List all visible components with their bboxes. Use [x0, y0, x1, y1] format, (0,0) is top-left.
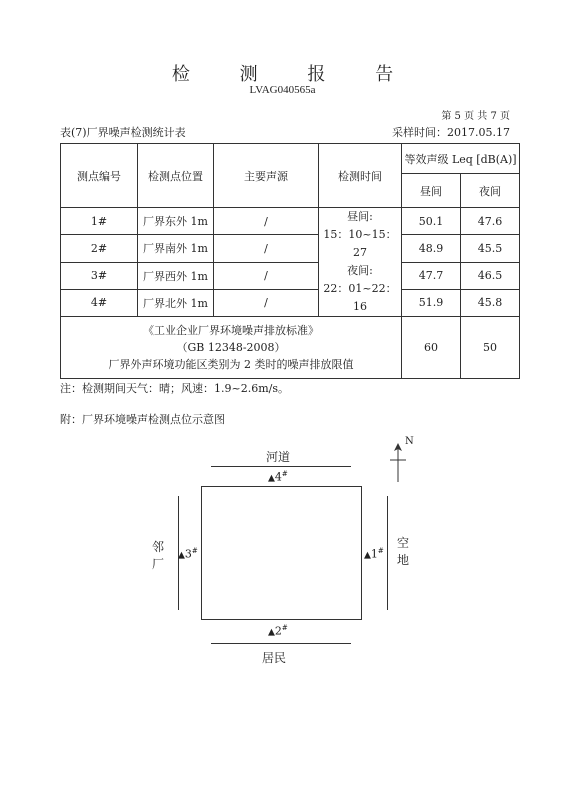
standard-line1: 《工业企业厂界环境噪声排放标准》 [143, 324, 319, 337]
report-title: 检 测 报 告 [171, 64, 416, 85]
measure-point-4 [268, 470, 288, 484]
cell-location: 厂界西外 1m [138, 262, 214, 289]
triangle-marker-icon: ▲ [268, 627, 275, 638]
cell-point-id: 1# [61, 208, 138, 235]
cell-day: 47.7 [402, 262, 461, 289]
cell-source: / [214, 262, 319, 289]
factory-boundary [201, 486, 362, 620]
standard-line3: 厂界外声环境功能区类别为 2 类时的噪声排放限值 [108, 358, 354, 371]
header-time: 检测时间 [319, 144, 402, 208]
cell-day: 48.9 [402, 235, 461, 262]
triangle-marker-icon: ▲ [364, 550, 371, 561]
cell-night: 47.6 [461, 208, 520, 235]
point-mark: # [281, 470, 288, 478]
point-label: 3 [184, 547, 192, 561]
page-info: 第 5 页 共 7 页 [441, 111, 510, 122]
measure-point-2 [268, 624, 288, 638]
cell-point-id: 4# [61, 289, 138, 316]
north-boundary-line [211, 466, 351, 467]
cell-night: 46.5 [461, 262, 520, 289]
table-row [61, 289, 520, 316]
cell-point-id: 3# [61, 262, 138, 289]
header-main-source: 主要声源 [214, 144, 319, 208]
east-side-label: 空地 [396, 536, 409, 567]
weather-note: 注：检测期间天气：晴；风速：1.9~2.6m/s。 [60, 382, 289, 395]
cell-day: 51.9 [402, 289, 461, 316]
measure-point-1 [364, 547, 384, 561]
north-label: N [405, 436, 414, 447]
east-boundary-line [387, 496, 388, 610]
header-point-id: 测点编号 [61, 144, 138, 208]
cell-source: / [214, 235, 319, 262]
report-code: LVAG040565a [249, 84, 316, 96]
header-night: 夜间 [461, 174, 520, 208]
point-label: 2 [274, 624, 282, 638]
cell-location: 厂界东外 1m [138, 208, 214, 235]
noise-stats-table [60, 143, 520, 379]
south-boundary-line [211, 643, 351, 644]
cell-time [319, 208, 402, 317]
cell-location: 厂界北外 1m [138, 289, 214, 316]
sampling-time: 采样时间：2017.05.17 [392, 126, 510, 139]
time-night-label: 夜间: [347, 264, 373, 277]
cell-night: 45.8 [461, 289, 520, 316]
table-row [61, 262, 520, 289]
point-label: 1 [370, 547, 378, 561]
cell-point-id: 2# [61, 235, 138, 262]
measure-point-3 [178, 547, 198, 561]
table-row [61, 208, 520, 235]
header-day: 昼间 [402, 174, 461, 208]
standard-text [61, 317, 402, 379]
standard-row [61, 317, 520, 379]
cell-source: / [214, 289, 319, 316]
point-mark: # [377, 547, 384, 555]
west-side-label: 邻厂 [151, 540, 164, 571]
standard-line2: （GB 12348-2008） [176, 341, 286, 354]
triangle-marker-icon: ▲ [268, 473, 275, 484]
cell-location: 厂界南外 1m [138, 235, 214, 262]
header-leq: 等效声级 Leq [dB(A)] [402, 144, 520, 174]
table-header-row [61, 144, 520, 174]
annex-title: 附：厂界环境噪声检测点位示意图 [60, 413, 225, 426]
south-side-label: 居民 [262, 651, 287, 665]
time-day-label: 昼间: [347, 210, 373, 223]
standard-day-limit: 60 [402, 317, 461, 379]
cell-source: / [214, 208, 319, 235]
north-side-label: 河道 [266, 450, 291, 464]
cell-night: 45.5 [461, 235, 520, 262]
point-mark: # [281, 624, 288, 632]
table-caption: 表(7)厂界噪声检测统计表 [60, 126, 186, 139]
header-location: 检测点位置 [138, 144, 214, 208]
point-label: 4 [274, 470, 282, 484]
time-night-range: 22：01~22：16 [323, 282, 397, 313]
cell-day: 50.1 [402, 208, 461, 235]
triangle-marker-icon: ▲ [178, 550, 185, 561]
table-row [61, 235, 520, 262]
time-day-range: 15：10~15：27 [323, 228, 397, 259]
standard-night-limit: 50 [461, 317, 520, 379]
point-mark: # [191, 547, 198, 555]
